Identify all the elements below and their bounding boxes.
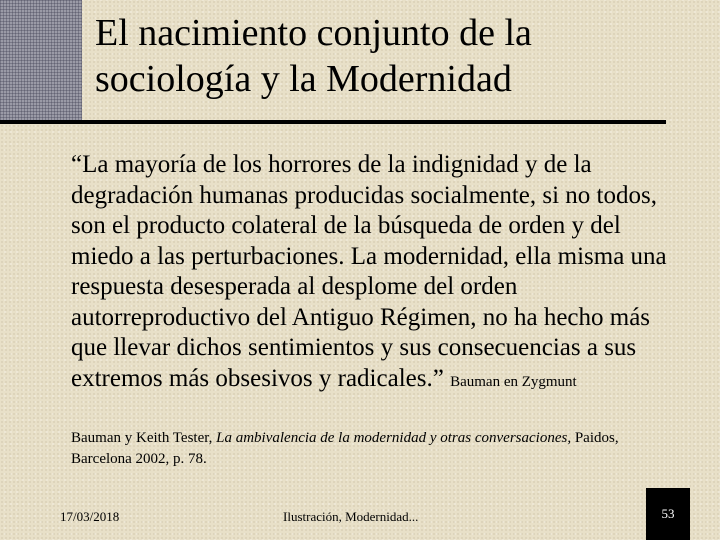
- quote-paragraph: [71, 150, 671, 397]
- slide-title-line-1: El nacimiento conjunto de la: [95, 12, 532, 54]
- quote-text: “La mayoría de los horrores de la indignidad y de la degradación humanas producidas socialmente, si no todos, son el producto colateral de la búsqueda de orden y del miedo a las perturbaciones. La modernidad, ella misma una respuesta desesperada al desplome del orden autorreproductivo del Antiguo Régimen, no ha hecho más que llevar dichos sentimientos y sus consecuencias a sus extremos más obsesivos y radicales.”: [71, 151, 667, 392]
- slide-title: [95, 10, 695, 102]
- citation-book-title: La ambivalencia de la modernidad y otras conversaciones,: [216, 430, 572, 446]
- slide-title-line-2: sociología y la Modernidad: [95, 58, 512, 100]
- title-decoration-block: [0, 0, 82, 120]
- citation-inline: Bauman en Zygmunt: [450, 373, 577, 390]
- citation-authors: Bauman y Keith Tester,: [71, 430, 217, 446]
- footer-title: Ilustración, Modernidad...: [283, 509, 419, 524]
- page-number: 53: [661, 506, 675, 521]
- title-underline-rule: [0, 120, 666, 124]
- citation-reference: [71, 428, 671, 470]
- citation-publisher: Paidos, Barcelona 2002, p. 78.: [71, 430, 619, 467]
- footer-date: 17/03/2018: [60, 509, 120, 524]
- page-number-badge: [646, 488, 690, 540]
